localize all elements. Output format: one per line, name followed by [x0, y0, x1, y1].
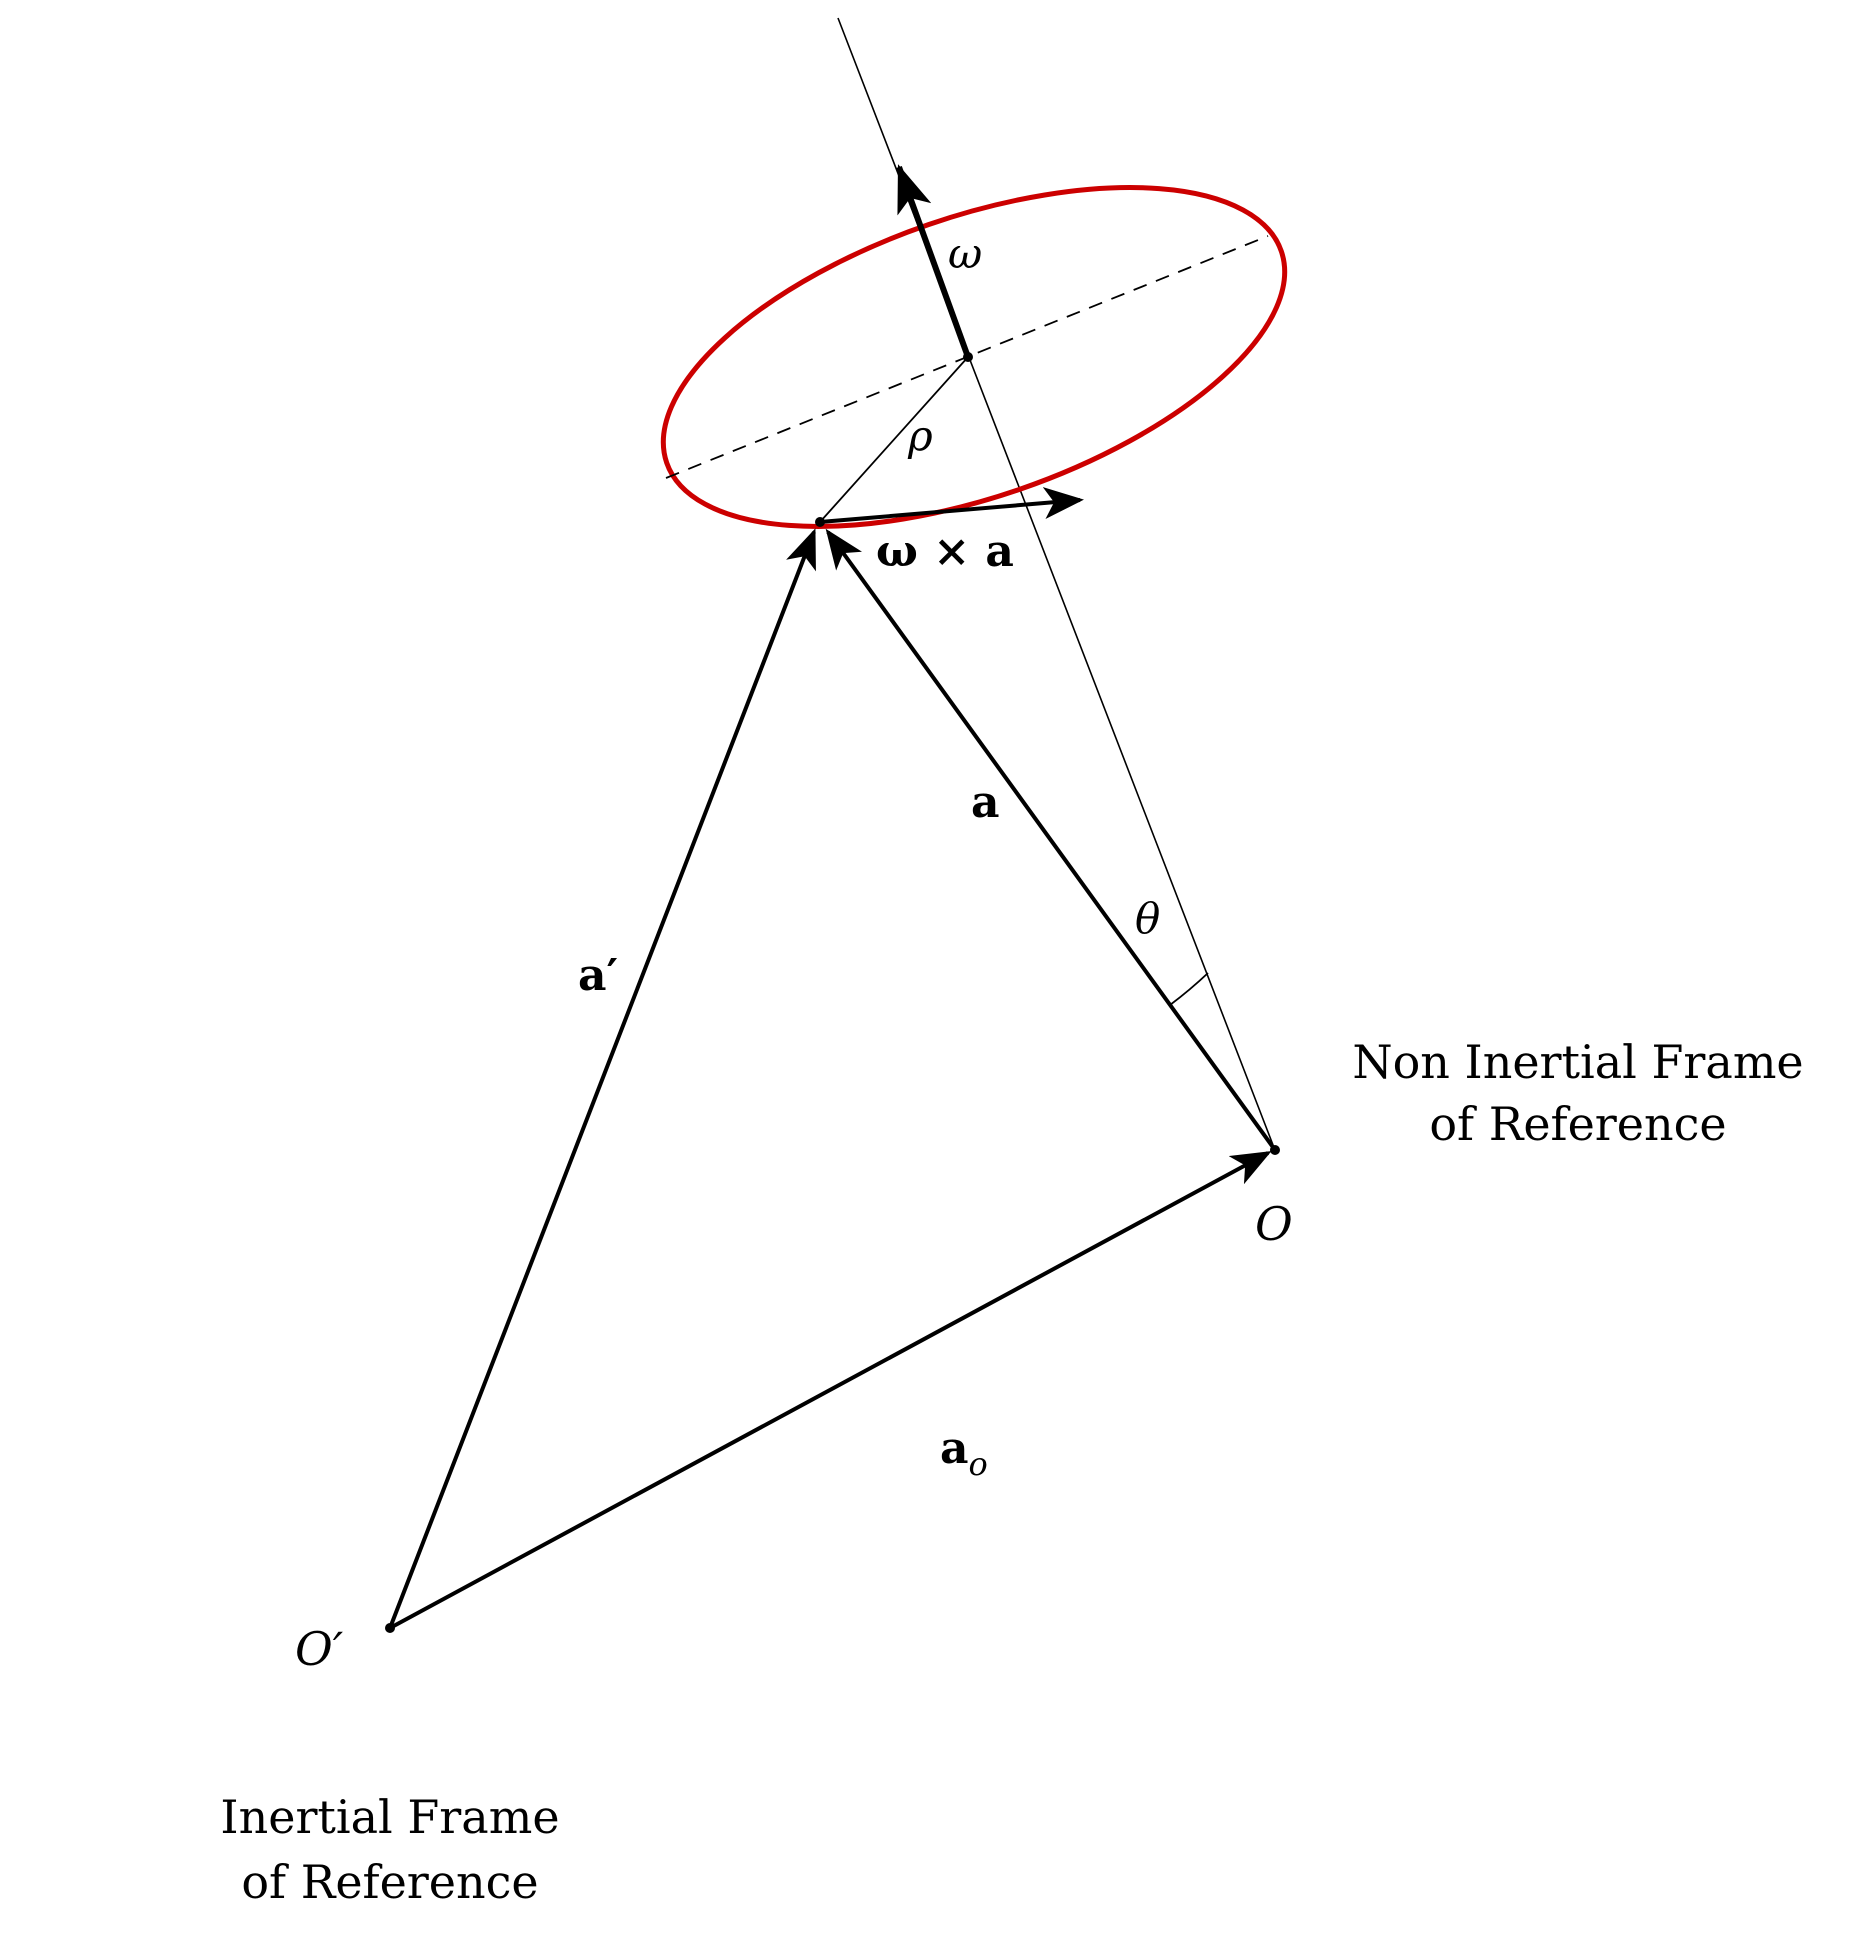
a-label: a	[971, 777, 1000, 828]
a-o-label-main: a	[940, 1423, 969, 1474]
non-inertial-frame-line2: of Reference	[1429, 1097, 1727, 1151]
origin-O-prime-point	[385, 1623, 395, 1633]
O-prime-label: O′	[295, 1622, 344, 1676]
inertial-frame-line2: of Reference	[241, 1855, 539, 1909]
omega-label: ω	[948, 229, 983, 278]
rho-label: ρ	[908, 411, 933, 460]
origin-O-point	[1270, 1145, 1280, 1155]
theta-label: θ	[1135, 894, 1161, 943]
a-prime-vector	[390, 532, 814, 1628]
a-o-vector	[390, 1153, 1268, 1628]
a-o-label-subscript: o	[968, 1445, 988, 1483]
omega-cross-a-vector	[820, 500, 1080, 522]
O-label: O	[1255, 1197, 1293, 1251]
inertial-frame-line1: Inertial Frame	[220, 1790, 560, 1844]
a-o-label	[940, 1423, 988, 1483]
ellipse-center-point	[963, 352, 973, 362]
theta-angle-arc	[1170, 973, 1208, 1005]
omega-cross-a-label: ω × a	[876, 526, 1014, 577]
a-vector	[828, 532, 1275, 1150]
moving-point	[815, 517, 825, 527]
a-prime-label: a′	[578, 950, 619, 1001]
non-inertial-frame-line1: Non Inertial Frame	[1352, 1035, 1804, 1089]
rotation-circle	[621, 119, 1327, 595]
rho-radius	[820, 357, 968, 522]
